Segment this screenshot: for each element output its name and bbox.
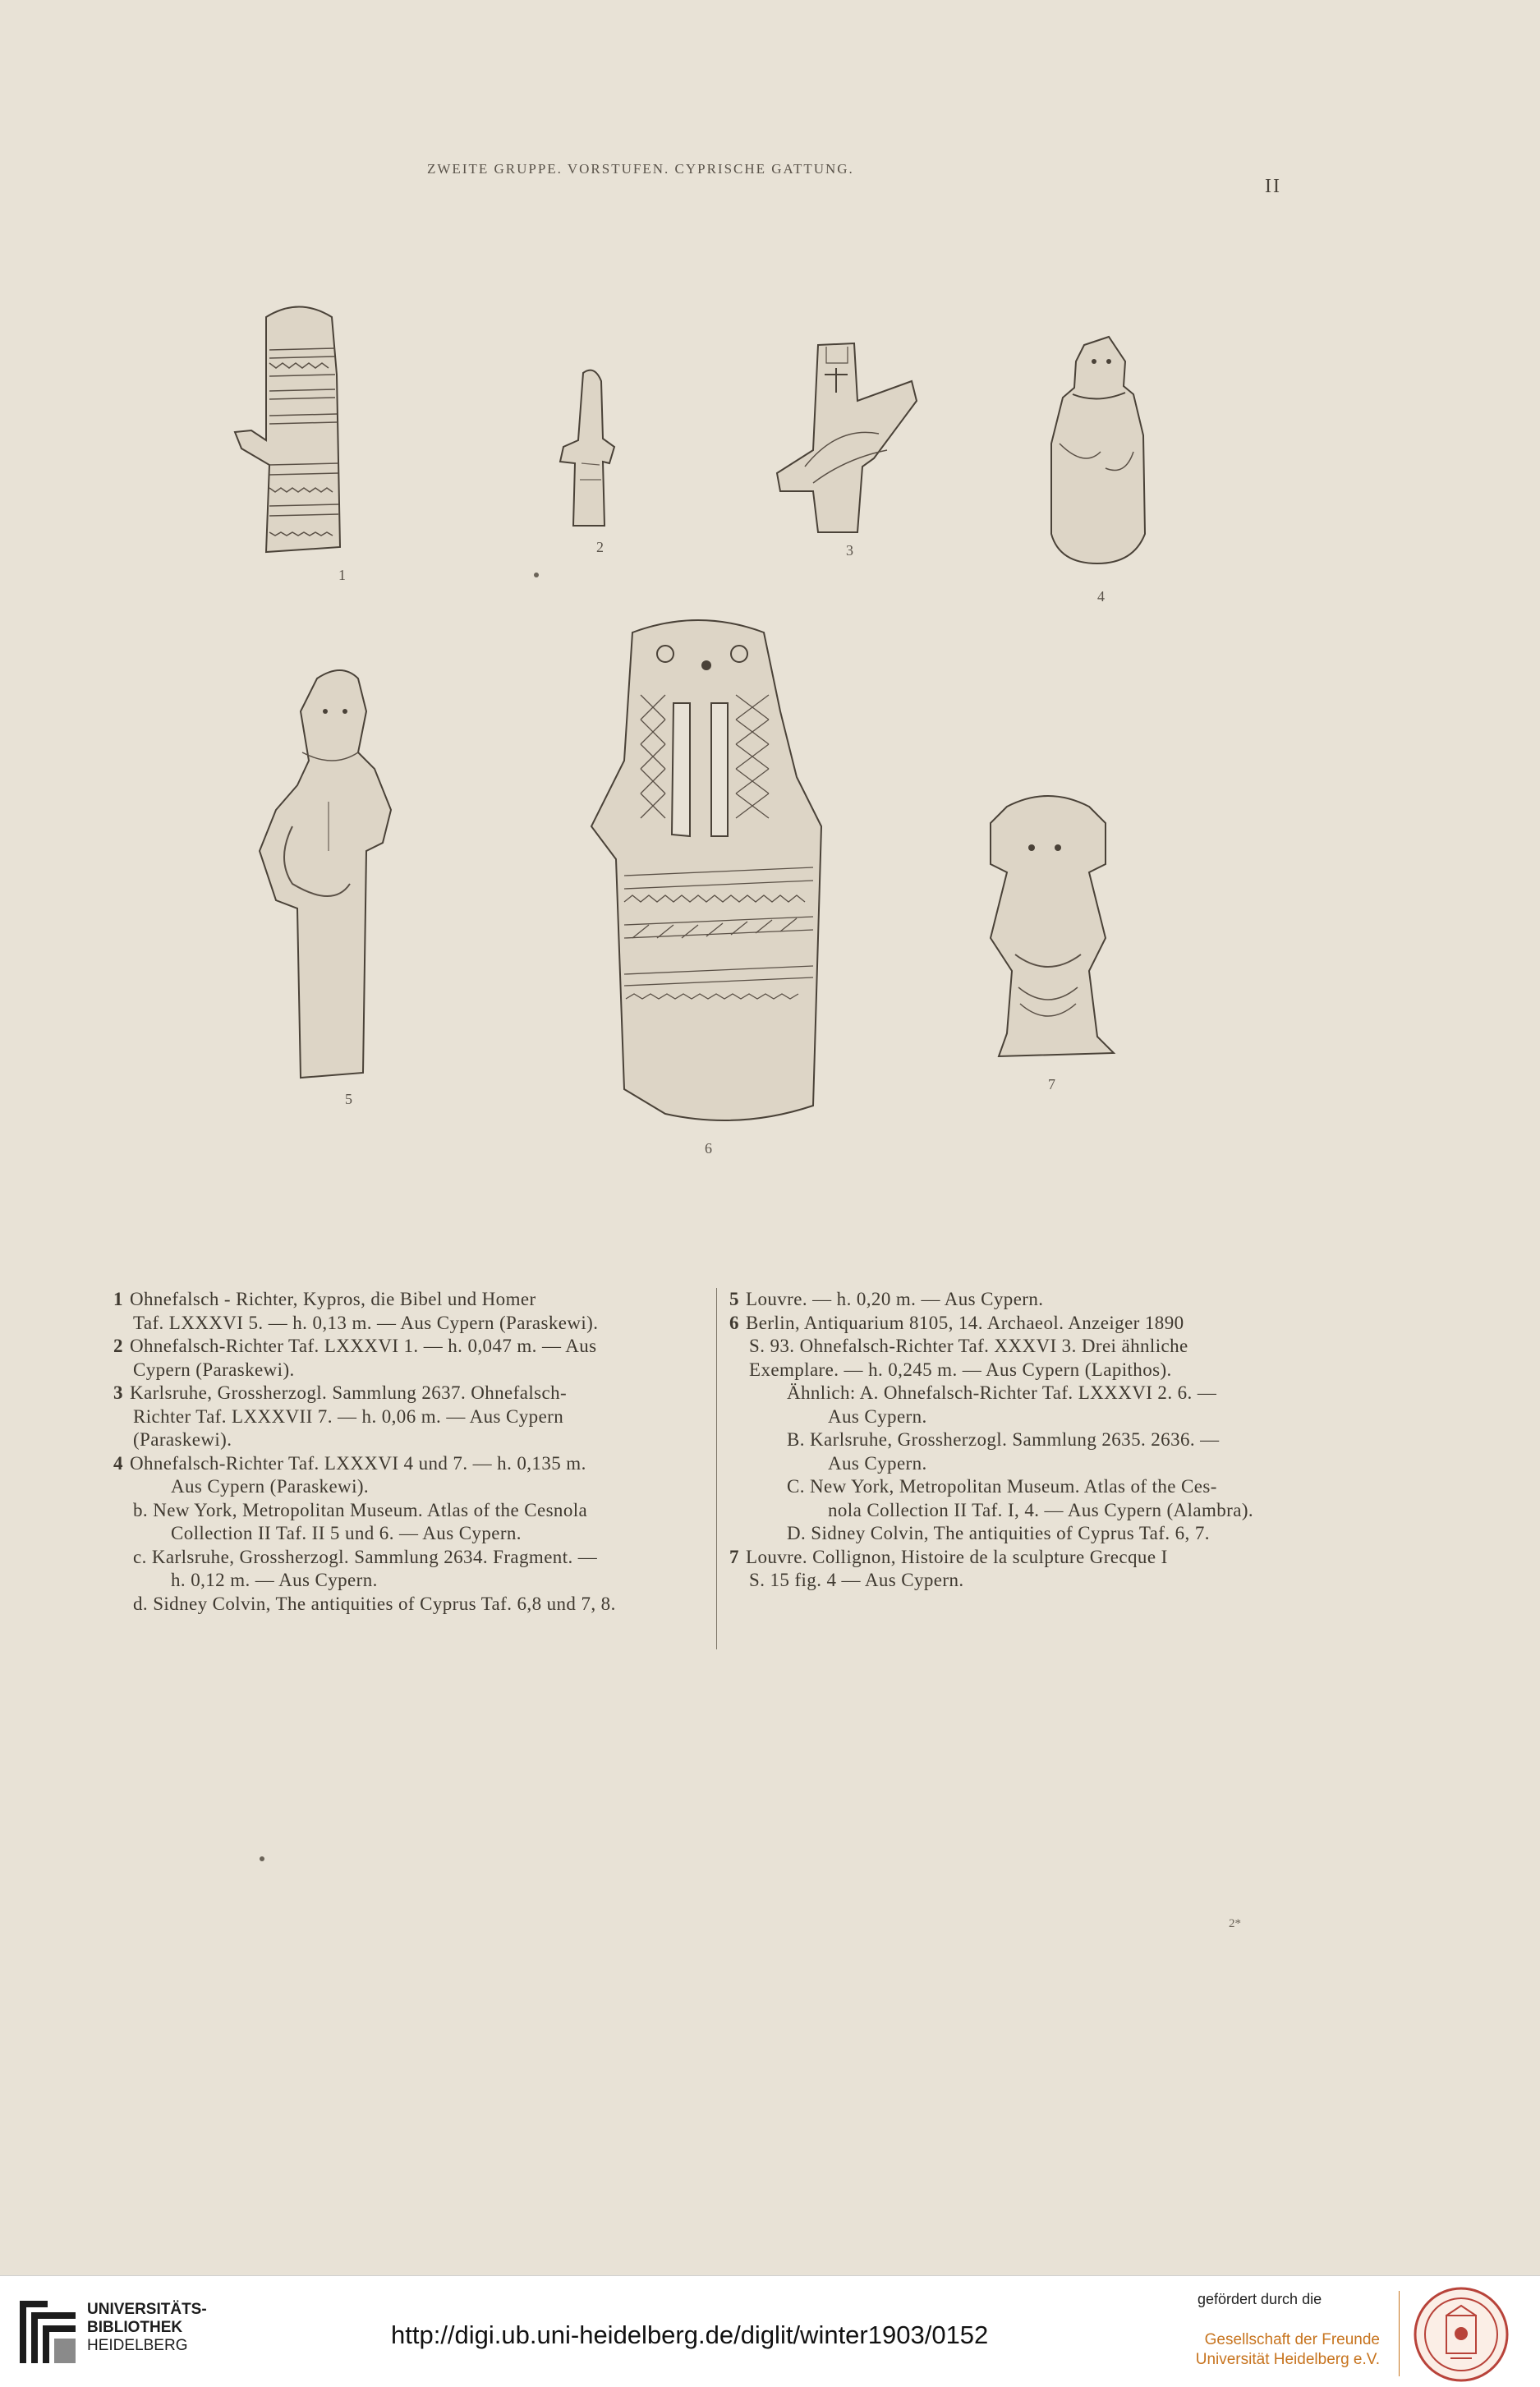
caption-line: 3 Karlsruhe, Grossherzogl. Sammlung 2637. Ohnefalsch- <box>113 1382 568 1403</box>
caption-line: Collection II Taf. II 5 und 6. — Aus Cypern. <box>171 1523 522 1543</box>
figure-6 <box>575 613 838 1138</box>
idol-figure-icon <box>575 613 838 1138</box>
university-seal-icon[interactable] <box>1413 2286 1510 2383</box>
caption-line: b. New York, Metropolitan Museum. Atlas of the Cesnola <box>133 1499 588 1520</box>
funded-by-label: gefördert durch die <box>1198 2291 1322 2307</box>
digitization-footer <box>0 2275 1540 2387</box>
caption-line: S. 93. Ohnefalsch-Richter Taf. XXXVI 3. Drei ähnliche <box>749 1336 1188 1356</box>
captions-right-column <box>729 1288 1321 1593</box>
caption-line: 2 Ohnefalsch-Richter Taf. LXXXVI 1. — h. 0,047 m. — Aus <box>113 1336 597 1356</box>
caption-line: S. 15 fig. 4 — Aus Cypern. <box>749 1570 964 1590</box>
figure-3-number: 3 <box>846 542 853 559</box>
captions-left-column <box>113 1288 705 1616</box>
figure-2-number: 2 <box>596 539 604 555</box>
caption-line: Aus Cypern. <box>828 1405 927 1427</box>
library-name[interactable]: UNIVERSITÄTS- BIBLIOTHEK HEIDELBERG <box>87 2301 207 2354</box>
idol-figure-icon <box>233 301 373 563</box>
speck <box>260 1856 264 1861</box>
caption-line: Aus Cypern. <box>828 1452 927 1474</box>
caption-line: d. Sidney Colvin, The antiquities of Cyprus Taf. 6,8 und 7, 8. <box>133 1593 616 1614</box>
figure-1-number: 1 <box>338 567 346 583</box>
speck <box>534 573 539 577</box>
idol-figure-icon <box>549 365 627 529</box>
figure-2 <box>549 365 627 529</box>
caption-line: C. New York, Metropolitan Museum. Atlas of the Ces- <box>787 1476 1217 1497</box>
plate-number: II <box>1265 176 1281 197</box>
society-name[interactable]: Gesellschaft der Freunde Universität Heidelberg e.V. <box>1195 2331 1380 2368</box>
caption-line: 7 Louvre. Collignon, Histoire de la sculpture Grecque I <box>729 1546 1168 1567</box>
figure-4-number: 4 <box>1097 588 1105 605</box>
caption-line: 1 Ohnefalsch - Richter, Kypros, die Bibel und Homer <box>113 1289 536 1309</box>
caption-line: D. Sidney Colvin, The antiquities of Cyprus Taf. 6, 7. <box>787 1523 1210 1543</box>
caption-line: c. Karlsruhe, Grossherzogl. Sammlung 2634. Fragment. — <box>133 1546 598 1567</box>
idol-figure-icon <box>243 662 424 1089</box>
caption-line: B. Karlsruhe, Grossherzogl. Sammlung 2635. 2636. — <box>787 1429 1220 1450</box>
idol-figure-icon <box>1035 329 1158 567</box>
permalink-url[interactable]: http://digi.ub.uni-heidelberg.de/diglit/winter1903/0152 <box>391 2320 989 2349</box>
caption-line: Taf. LXXXVI 5. — h. 0,13 m. — Aus Cypern (Paraskewi). <box>133 1312 599 1333</box>
caption-line: 5 Louvre. — h. 0,20 m. — Aus Cypern. <box>729 1289 1044 1309</box>
caption-line: 4 Ohnefalsch-Richter Taf. LXXXVI 4 und 7. — h. 0,135 m. <box>113 1452 586 1474</box>
caption-line: Cypern (Paraskewi). <box>133 1359 295 1380</box>
caption-line: Exemplare. — h. 0,245 m. — Aus Cypern (Lapithos). <box>749 1359 1172 1380</box>
idol-figure-icon <box>772 335 928 540</box>
idol-figure-icon <box>966 790 1130 1069</box>
figure-5 <box>243 662 424 1089</box>
caption-line: Ähnlich: A. Ohnefalsch-Richter Taf. LXXXVI 2. 6. — <box>787 1382 1217 1403</box>
running-head: ZWEITE GRUPPE. VORSTUFEN. CYPRISCHE GATTUNG. <box>427 161 854 177</box>
figure-7-number: 7 <box>1048 1076 1055 1092</box>
caption-line: Richter Taf. LXXXVII 7. — h. 0,06 m. — Aus Cypern <box>133 1405 564 1427</box>
figure-5-number: 5 <box>345 1091 352 1107</box>
figure-6-number: 6 <box>705 1140 712 1157</box>
page-signature: 2* <box>1229 1917 1241 1930</box>
column-divider <box>716 1288 717 1649</box>
caption-line: 6 Berlin, Antiquarium 8105, 14. Archaeol. Anzeiger 1890 <box>729 1312 1184 1333</box>
caption-line: (Paraskewi). <box>133 1429 232 1450</box>
caption-line: Aus Cypern (Paraskewi). <box>171 1476 370 1497</box>
caption-line: h. 0,12 m. — Aus Cypern. <box>171 1570 378 1590</box>
ub-heidelberg-logo-icon[interactable] <box>15 2293 80 2371</box>
figure-1 <box>233 301 373 563</box>
figure-3 <box>772 335 928 540</box>
footer-divider <box>1399 2291 1400 2376</box>
figure-4 <box>1035 329 1158 567</box>
caption-line: nola Collection II Taf. I, 4. — Aus Cypern (Alambra). <box>828 1499 1254 1520</box>
figure-7 <box>966 790 1130 1069</box>
